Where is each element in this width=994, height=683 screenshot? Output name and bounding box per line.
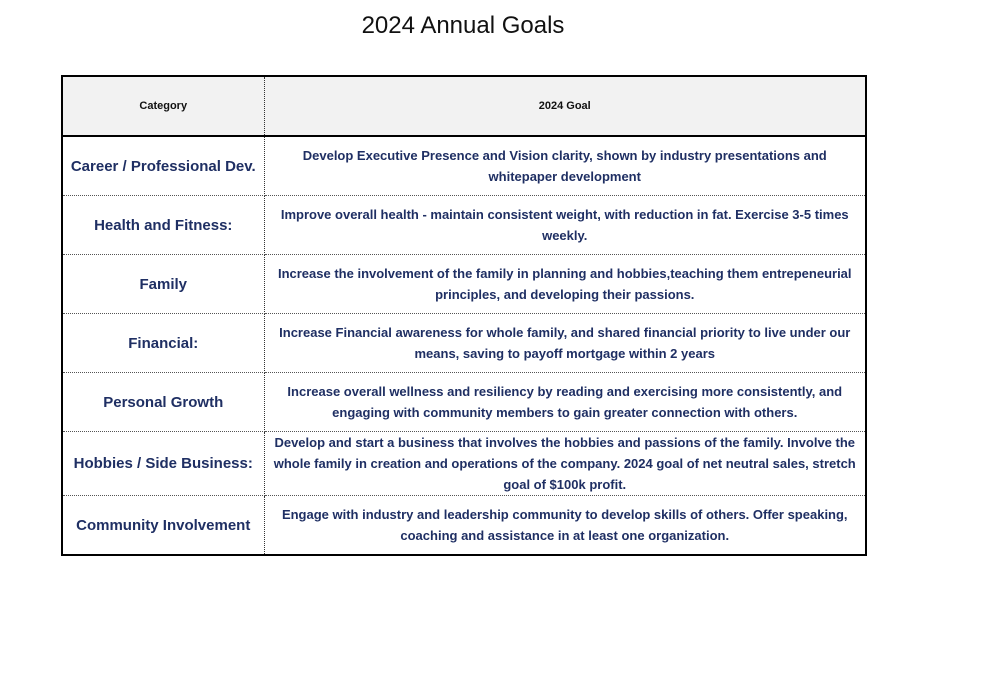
table-row	[62, 496, 866, 556]
column-header-goal: 2024 Goal	[264, 76, 866, 136]
category-cell: Career / Professional Dev.	[62, 136, 264, 196]
table-header-row	[62, 76, 866, 136]
goal-cell: Develop and start a business that involves the hobbies and passions of the family. Involve the whole family in creation and operations of the company. 2024 goal of net neutral sales, stretch goal of $100k profit.	[264, 432, 866, 496]
category-cell: Family	[62, 255, 264, 314]
table-row	[62, 432, 866, 496]
page-title: 2024 Annual Goals	[361, 12, 565, 39]
goal-cell: Increase overall wellness and resiliency by reading and exercising more consistently, and engaging with community members to gain greater connection with others.	[264, 373, 866, 432]
table-row	[62, 373, 866, 432]
category-cell: Personal Growth	[62, 373, 264, 432]
category-cell: Health and Fitness:	[62, 196, 264, 255]
table-row	[62, 136, 866, 196]
goal-cell: Engage with industry and leadership community to develop skills of others. Offer speaking, coaching and assistance in at least one organization.	[281, 507, 848, 543]
category-cell: Community Involvement	[62, 496, 264, 556]
table-row	[62, 314, 866, 373]
category-cell: Financial:	[62, 314, 264, 373]
goals-table	[61, 75, 867, 556]
column-header-category: Category	[62, 76, 264, 136]
goal-cell: Increase Financial awareness for whole family, and shared financial priority to live under our means, saving to payoff mortgage within 2 years	[264, 314, 866, 373]
goal-cell: Improve overall health - maintain consistent weight, with reduction in fat. Exercise 3-5 times weekly.	[264, 196, 866, 255]
goal-cell: Develop Executive Presence and Vision clarity, shown by industry presentations and whitepaper development	[264, 136, 866, 196]
goal-cell: Increase the involvement of the family in planning and hobbies,teaching them entrepeneurial principles, and developing their passions.	[264, 255, 866, 314]
table-row	[62, 255, 866, 314]
category-cell: Hobbies / Side Business:	[62, 432, 264, 496]
table-row	[62, 196, 866, 255]
